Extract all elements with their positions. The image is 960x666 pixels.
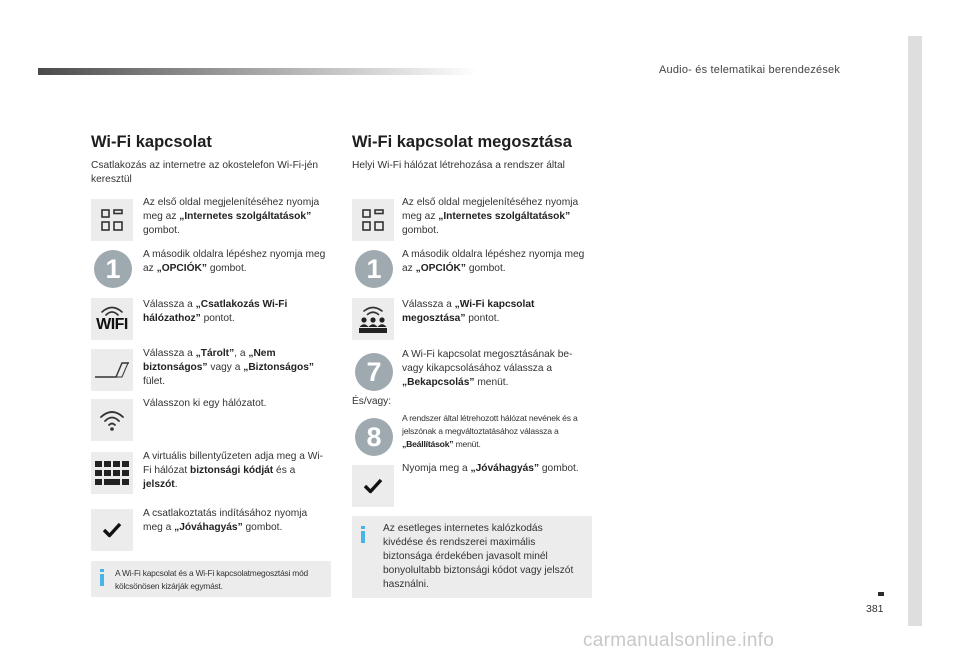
step-number-badge: 7	[355, 353, 393, 391]
header-title: Audio- és telematikai berendezések	[659, 64, 841, 76]
right-column-title: Wi-Fi kapcsolat megosztása	[352, 133, 572, 151]
step-number-badge: 8	[355, 418, 393, 456]
grid-apps-icon	[91, 199, 133, 241]
right-note-text: Az esetleges internetes kalózkodás kivédése és rendszerei maximális biztonsága érdekében javasolt minél bonyolultabb biztonsági kódot vagy jelszót használni.	[383, 523, 574, 590]
right-step-2-text: A második oldalra lépéshez nyomja meg az „OPCIÓK” gombot.	[402, 249, 585, 274]
left-note-text: A Wi-Fi kapcsolat és a Wi-Fi kapcsolatmegosztási mód kölcsönösen kizárják egymást.	[115, 568, 308, 591]
wifi-icon	[91, 399, 133, 441]
page-number: 381	[866, 603, 884, 615]
left-column-title: Wi-Fi kapcsolat	[91, 133, 212, 151]
left-step-5-text: Válasszon ki egy hálózatot.	[143, 398, 267, 409]
page-marker	[878, 592, 884, 596]
wifi-label-icon	[91, 298, 133, 340]
right-step-6-text: Nyomja meg a „Jóváhagyás” gombot.	[402, 463, 579, 474]
right-step-1-text: Az első oldal megjelenítéséhez nyomja meg az „Internetes szolgáltatások” gombot.	[402, 197, 579, 236]
wifi-label-text: WIFI	[96, 316, 128, 333]
footer-watermark-url: carmanualsonline.info	[583, 630, 775, 651]
grid-apps-icon	[352, 199, 394, 241]
right-step-5-text: A rendszer által létrehozott hálózat nevének és a jelszónak a megváltoztatásához válassza a „Beállítások” menüt.	[402, 413, 578, 449]
right-step-4-text: A Wi-Fi kapcsolat megosztásának be- vagy kikapcsolásához válassza a „Bekapcsolás” menüt.	[402, 349, 573, 388]
keyboard-icon	[91, 452, 133, 494]
left-step-3-text: Válassza a „Csatlakozás Wi-Fi hálózathoz” pontot.	[143, 299, 288, 324]
header-gradient-bar	[38, 68, 478, 75]
side-tab-bar	[908, 36, 922, 626]
left-step-4-text: Válassza a „Tárolt”, a „Nem biztonságos” vagy a „Biztonságos” fület.	[143, 348, 314, 387]
left-info-note	[91, 561, 331, 597]
step-number-badge: 1	[94, 250, 132, 288]
wifi-share-icon	[352, 298, 394, 340]
or-label: És/vagy:	[352, 396, 392, 407]
left-column-subtitle: Csatlakozás az internetre az okostelefon Wi-Fi-jén keresztül	[91, 160, 319, 185]
right-column-subtitle: Helyi Wi-Fi hálózat létrehozása a rendszer által	[352, 160, 565, 171]
left-step-1-text: Az első oldal megjelenítéséhez nyomja meg az „Internetes szolgáltatások” gombot.	[143, 197, 320, 236]
right-step-3-text: Válassza a „Wi-Fi kapcsolat megosztása” pontot.	[402, 299, 535, 324]
checkmark-icon	[91, 509, 133, 551]
info-icon	[361, 526, 365, 543]
tab-icon	[91, 349, 133, 391]
left-step-7-text: A csatlakoztatás indításához nyomja meg a „Jóváhagyás” gombot.	[143, 508, 308, 533]
right-info-note	[352, 516, 592, 598]
info-icon	[100, 569, 104, 586]
left-step-2-text: A második oldalra lépéshez nyomja meg az „OPCIÓK” gombot.	[143, 249, 326, 274]
left-step-6-text: A virtuális billentyűzeten adja meg a Wi-Fi hálózat biztonsági kódját és a jelszót.	[143, 451, 324, 490]
step-number-badge: 1	[355, 250, 393, 288]
checkmark-icon	[352, 465, 394, 507]
